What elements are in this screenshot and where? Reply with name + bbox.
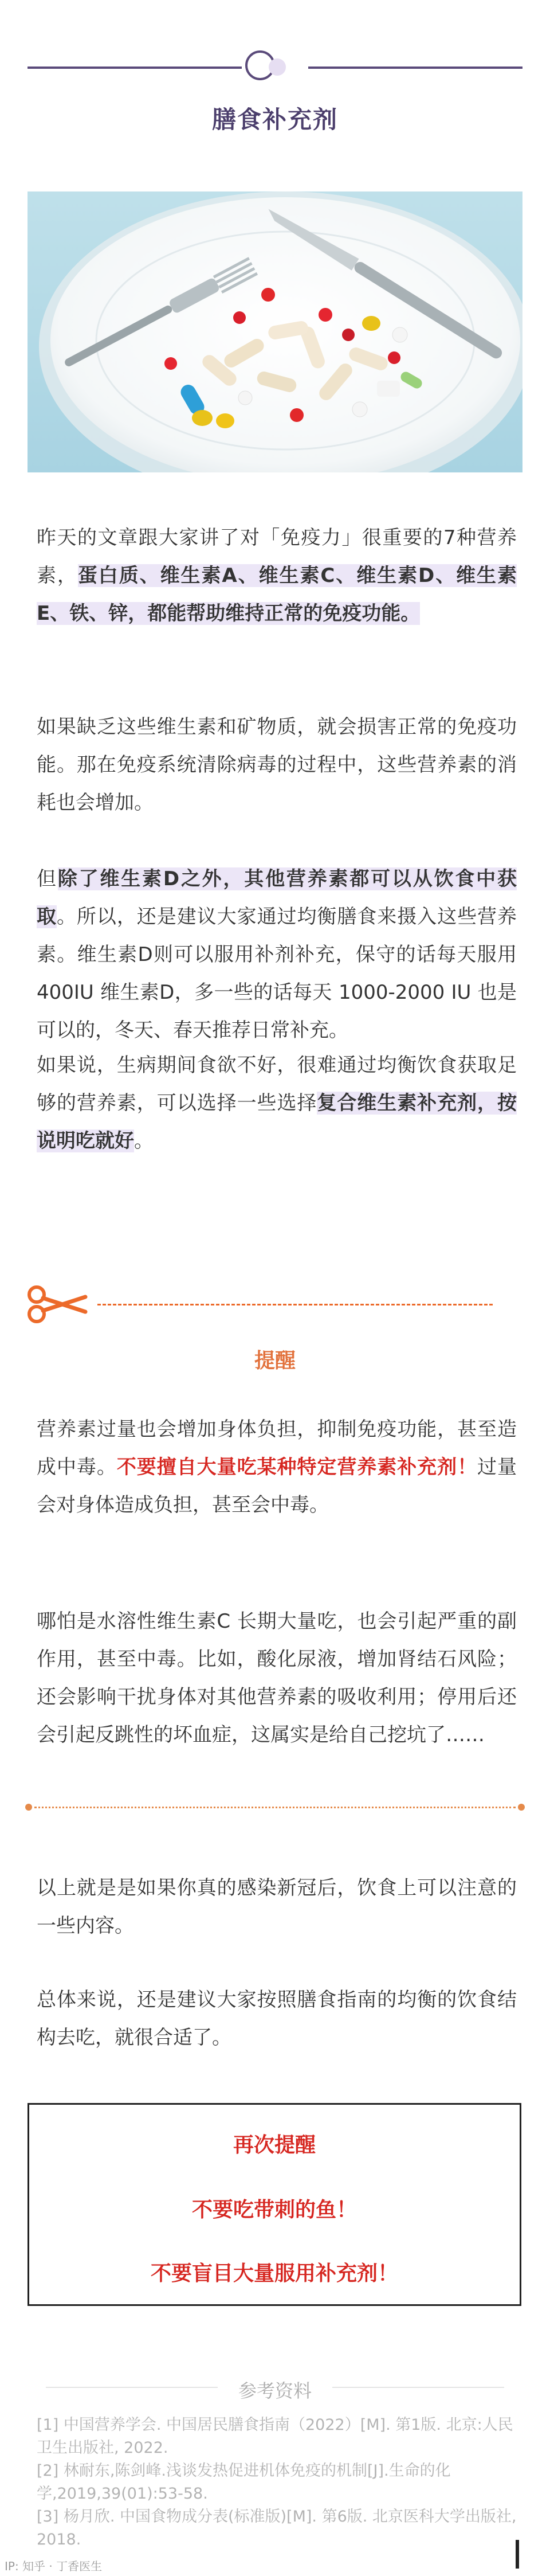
references-rule-right [332, 2387, 504, 2388]
reference-item: [3] 杨月欣. 中国食物成分表(标准版)[M]. 第6版. 北京医科大学出版社, 2018. [37, 2508, 517, 2548]
dashed-divider [97, 1304, 493, 1305]
dotted-divider [34, 1807, 516, 1808]
tip-title: 提醒 [254, 1349, 296, 1373]
scroll-indicator [516, 2540, 519, 2569]
paragraph-emphasis: 除了维生素D之外，其他营养素都可以从饮食中获取 [37, 867, 517, 928]
reference-item: [1] 中国营养学会. 中国居民膳食指南（2022）[M]. 第1版. 北京:人民卫生出版社, 2022. [37, 2416, 513, 2457]
warning-text: 不要擅自大量吃某种特定营养素补充剂！ [116, 1456, 478, 1479]
paragraph-text: 昨天的文章跟大家讲了对「免疫力」很重要的7种营养素， [37, 526, 517, 587]
header-line-left [28, 67, 242, 69]
divider-dot-left [25, 1804, 32, 1811]
references-title: 参考资料 [238, 2380, 312, 2402]
watermark: IP: 知乎 · 丁香医生 [5, 2559, 103, 2573]
reminder-title: 再次提醒 [233, 2133, 316, 2157]
paragraph-text: 如果说，生病期间食欲不好，很难通过均衡饮食获取足够的营养素，可以选择一些选择 [37, 1054, 517, 1115]
tip-paragraph-overdose [37, 1410, 517, 1524]
reference-item: [2] 林耐东,陈剑峰.浅谈发热促进机体免疫的机制[J].生命的化学,2019,39(01):53-58. [37, 2462, 451, 2503]
paragraph-vitamin-d [37, 860, 517, 1049]
tip-paragraph-vitamin-c: 哪怕是水溶性维生素C 长期大量吃，也会引起严重的副作用，甚至中毒。比如，酸化尿液，增加肾结石风险；还会影响干扰身体对其他营养素的吸收利用；停用后还会引起反跳性的坏血症，这属实是给自己挖坑了…… [37, 1610, 517, 1746]
paragraph-multivitamin [37, 1046, 517, 1160]
paragraph-deficiency: 如果缺乏这些维生素和矿物质，就会损害正常的免疫功能。那在免疫系统清除病毒的过程中，这些营养素的消耗也会增加。 [37, 716, 517, 814]
paragraph-text: 营养素过量也会增加身体负担，抑制免疫功能，甚至造成中毒。 [37, 1418, 517, 1479]
divider-dot-right [518, 1804, 525, 1811]
paragraph-immunity-nutrients [37, 519, 517, 632]
hero-image-pills-plate [28, 191, 522, 472]
paragraph-text: 过量会对身体造成负担，甚至会中毒。 [37, 1456, 517, 1516]
closing-paragraph-1: 以上就是是如果你真的感染新冠后，饮食上可以注意的一些内容。 [37, 1877, 517, 1937]
paragraph-emphasis: 蛋白质、维生素A、维生素C、维生素D、维生素E、铁、锌，都能帮助维持正常的免疫功能。 [37, 564, 517, 625]
reminder-no-overdose: 不要盲目大量服用补充剂！ [150, 2262, 398, 2285]
reminder-no-fish-bones: 不要吃带刺的鱼！ [191, 2198, 357, 2222]
scissors-icon [25, 1284, 88, 1324]
paragraph-text: 。所以，还是建议大家通过均衡膳食来摄入这些营养素。维生素D则可以服用补剂补充，保守的话每天服用 400IU 维生素D，多一些的话每天 1000-2000 IU 也是可以的，冬天、春天推荐日常补充。 [37, 905, 517, 1042]
circle-ornament-fill [269, 58, 286, 76]
section-title: 膳食补充剂 [211, 105, 338, 134]
paragraph-text: 但 [37, 867, 58, 890]
header-line-right [308, 67, 522, 69]
paragraph-emphasis: 复合维生素补充剂，按说明吃就好 [37, 1092, 517, 1152]
pills-plate-illustration [28, 191, 522, 472]
paragraph-text: 。 [134, 1129, 154, 1152]
closing-paragraph-2: 总体来说，还是建议大家按照膳食指南的均衡的饮食结构去吃，就很合适了。 [37, 1988, 517, 2049]
reminder-box [28, 2103, 521, 2306]
